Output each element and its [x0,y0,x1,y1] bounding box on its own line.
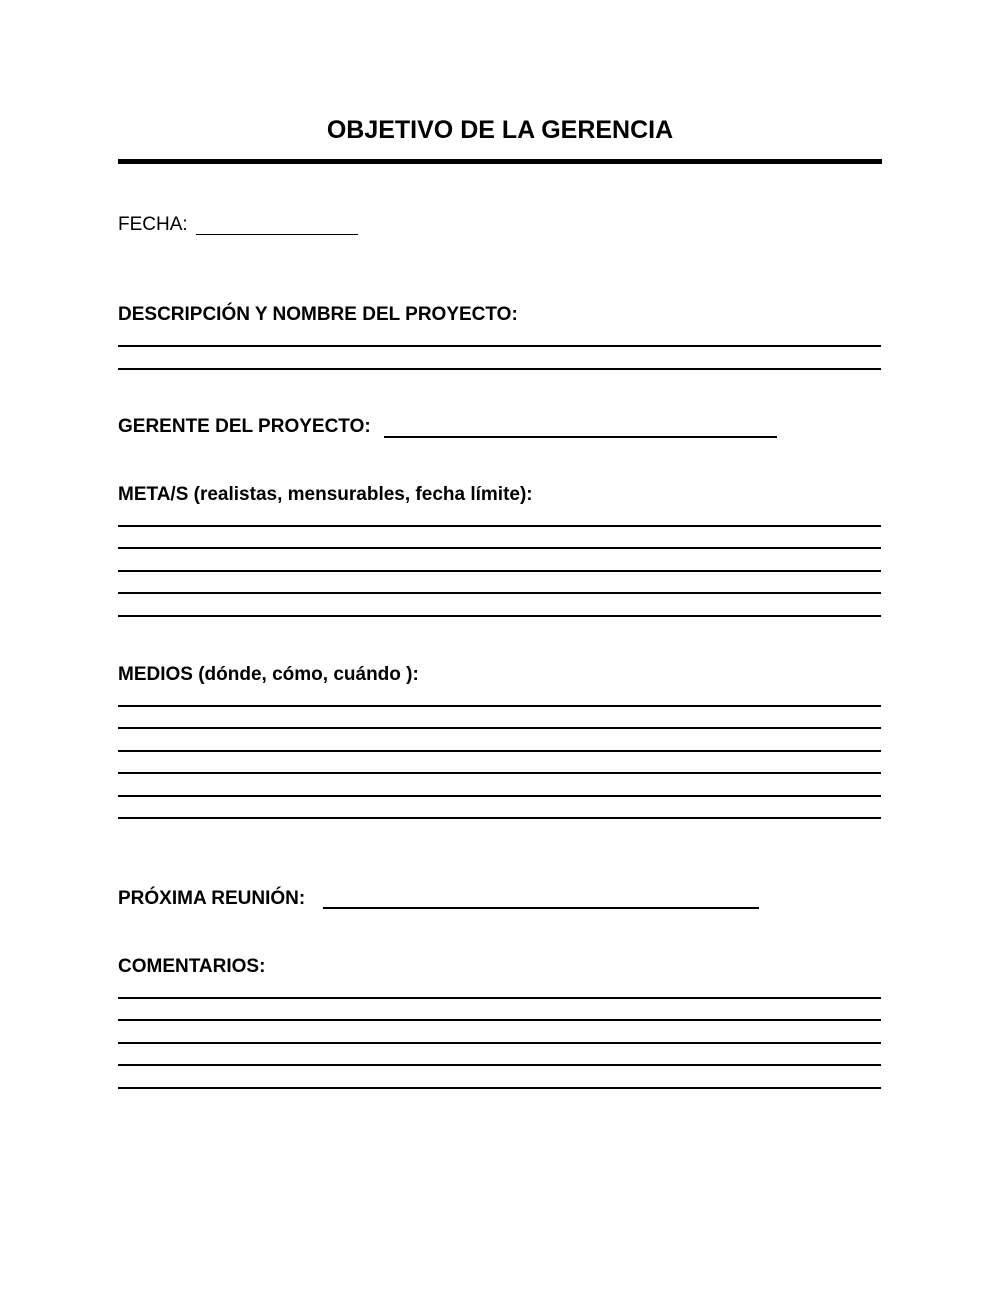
fecha-label: FECHA: [118,214,188,235]
metas-line-4[interactable] [118,592,881,594]
comentarios-line-4[interactable] [118,1064,881,1066]
proxima-reunion-label: PRÓXIMA REUNIÓN: [118,888,306,909]
descripcion-label: DESCRIPCIÓN Y NOMBRE DEL PROYECTO: [118,304,518,325]
medios-line-5[interactable] [118,795,881,797]
descripcion-line-2[interactable] [118,368,881,370]
comentarios-line-1[interactable] [118,997,881,999]
medios-line-6[interactable] [118,817,881,819]
comentarios-label: COMENTARIOS: [118,956,266,977]
metas-line-3[interactable] [118,570,881,572]
medios-label: MEDIOS (dónde, cómo, cuándo ): [118,664,419,685]
fecha-blank-line[interactable] [196,234,358,235]
comentarios-line-2[interactable] [118,1019,881,1021]
metas-line-1[interactable] [118,525,881,527]
metas-line-5[interactable] [118,615,881,617]
medios-line-3[interactable] [118,750,881,752]
document-title: OBJETIVO DE LA GERENCIA [326,116,674,144]
gerente-label: GERENTE DEL PROYECTO: [118,416,371,437]
metas-label: META/S (realistas, mensurables, fecha límite): [118,484,533,505]
medios-line-4[interactable] [118,772,881,774]
descripcion-line-1[interactable] [118,345,881,347]
title-rule [118,159,882,164]
gerente-blank-line[interactable] [384,436,777,438]
medios-line-2[interactable] [118,727,881,729]
comentarios-line-3[interactable] [118,1042,881,1044]
medios-line-1[interactable] [118,705,881,707]
comentarios-line-5[interactable] [118,1087,881,1089]
metas-line-2[interactable] [118,547,881,549]
proxima-reunion-blank-line[interactable] [323,907,759,909]
